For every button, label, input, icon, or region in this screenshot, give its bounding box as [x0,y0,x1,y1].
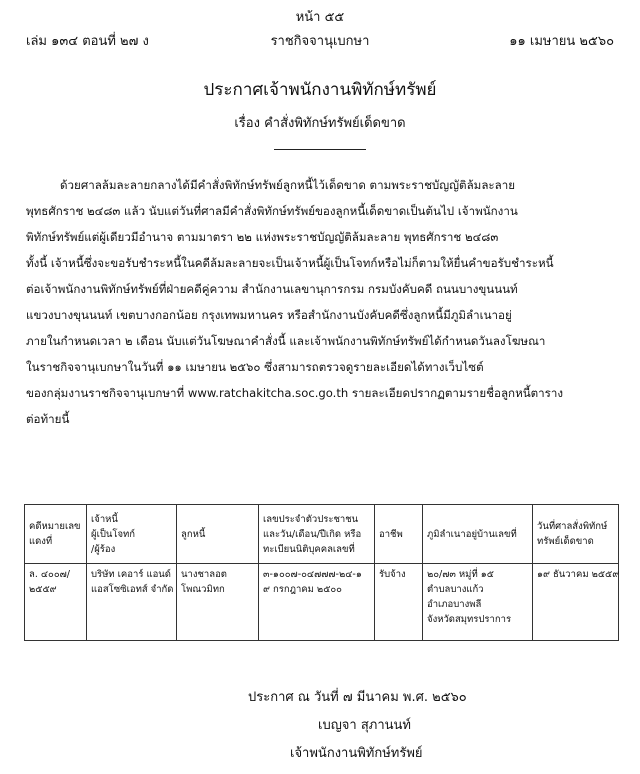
body-line: ด้วยศาลล้มละลายกลางได้มีคำสั่งพิทักษ์ทรัพย์ลูกหนี้ไว้เด็ดขาด ตามพระราชบัญญัติล้มละลาย [60,178,516,192]
cell-creditor: บริษัท เคอาร์ แอนด์ แอสโซซิเอทส์ จำกัด [87,564,177,641]
document-subject: เรื่อง คำสั่งพิทักษ์ทรัพย์เด็ดขาด [234,116,406,131]
body-line: แขวงบางขุนนนท์ เขตบางกอกน้อย กรุงเทพมหานคร หรือสำนักงานบังคับคดีซึ่งลูกหนี้มีภูมิลำเนาอยู่ [26,308,512,322]
announcement-date: ประกาศ ณ วันที่ ๗ มีนาคม พ.ศ. ๒๕๖๐ [248,690,467,705]
body-line: พุทธศักราช ๒๔๘๓ แล้ว นับแต่วันที่ศาลมีคำสั่งพิทักษ์ทรัพย์ของลูกหนี้เด็ดขาดเป็นต้นไป เจ้าพนักงาน [26,204,518,218]
gazette-name: ราชกิจจานุเบกษา [270,34,370,49]
header-case-number: คดีหมายเลข แดงที่ [25,505,87,564]
header-order-date: วันที่ศาลสั่งพิทักษ์ ทรัพย์เด็ดขาด [533,505,619,564]
signer-position: เจ้าพนักงานพิทักษ์ทรัพย์ [290,746,423,761]
document-title: ประกาศเจ้าพนักงานพิทักษ์ทรัพย์ [203,80,437,100]
header-id-birthdate: เลขประจำตัวประชาชน และวัน/เดือน/ปีเกิด หรือ ทะเบียนนิติบุคคลเลขที่ [259,505,375,564]
table-row [25,564,619,641]
cell-occupation: รับจ้าง [375,564,423,641]
body-line: ต่อเจ้าพนักงานพิทักษ์ทรัพย์ที่ฝ่ายคดีคู่ความ สำนักงานเลขานุการกรม กรมบังคับคดี ถนนบางขุนนนท์ [26,282,518,296]
header-debtor: ลูกหนี้ [177,505,259,564]
announcement-body [26,172,620,432]
cell-address: ๒๐/๗๓ หมู่ที่ ๑๕ ตำบลบางแก้ว อำเภอบางพลี จังหวัดสมุทรปราการ [423,564,533,641]
page-number: หน้า ๕๕ [295,10,345,25]
header-address: ภูมิลำเนาอยู่บ้านเลขที่ [423,505,533,564]
header-occupation: อาชีพ [375,505,423,564]
signer-name: เบญจา สุภานนท์ [318,718,411,733]
debtor-table [24,504,619,641]
body-line: ต่อท้ายนี้ [26,412,70,426]
cell-order-date: ๑๙ ธันวาคม ๒๕๕๙ [533,564,619,641]
header-creditor: เจ้าหนี้ ผู้เป็นโจทก์ /ผู้ร้อง [87,505,177,564]
cell-debtor: นางชาลอต โพณวมิทก [177,564,259,641]
volume-issue: เล่ม ๑๓๔ ตอนที่ ๒๗ ง [26,34,149,49]
table-header-row [25,505,619,564]
body-line: ของกลุ่มงานราชกิจจานุเบกษาที่ www.ratchakitcha.soc.go.th รายละเอียดปรากฏตามรายชื่อลูกหนี้ตาราง [26,386,564,400]
issue-date: ๑๑ เมษายน ๒๕๖๐ [509,34,614,49]
title-divider [274,149,366,150]
cell-case-number: ล. ๔๐๐๗/ ๒๕๕๙ [25,564,87,641]
body-line: ทั้งนี้ เจ้าหนี้ซึ่งจะขอรับชำระหนี้ในคดีล้มละลายจะเป็นเจ้าหนี้ผู้เป็นโจทก์หรือไม่ก็ตามให้ยื่นคำขอรับชำระหนี้ [26,256,554,270]
body-line: ในราชกิจจานุเบกษาในวันที่ ๑๑ เมษายน ๒๕๖๐ ซึ่งสามารถตรวจดูรายละเอียดได้ทางเว็บไซต์ [26,360,484,374]
body-line: ภายในกำหนดเวลา ๒ เดือน นับแต่วันโฆษณาคำสั่งนี้ และเจ้าพนักงานพิทักษ์ทรัพย์ได้กำหนดวันลงโฆษณา [26,334,546,348]
cell-id-birthdate: ๓-๑๐๐๗-๐๔๗๗๗-๒๔-๑ ๙ กรกฎาคม ๒๕๐๐ [259,564,375,641]
body-line: พิทักษ์ทรัพย์แต่ผู้เดียวมีอำนาจ ตามมาตรา ๒๒ แห่งพระราชบัญญัติล้มละลาย พุทธศักราช ๒๔๘๓ [26,230,499,244]
